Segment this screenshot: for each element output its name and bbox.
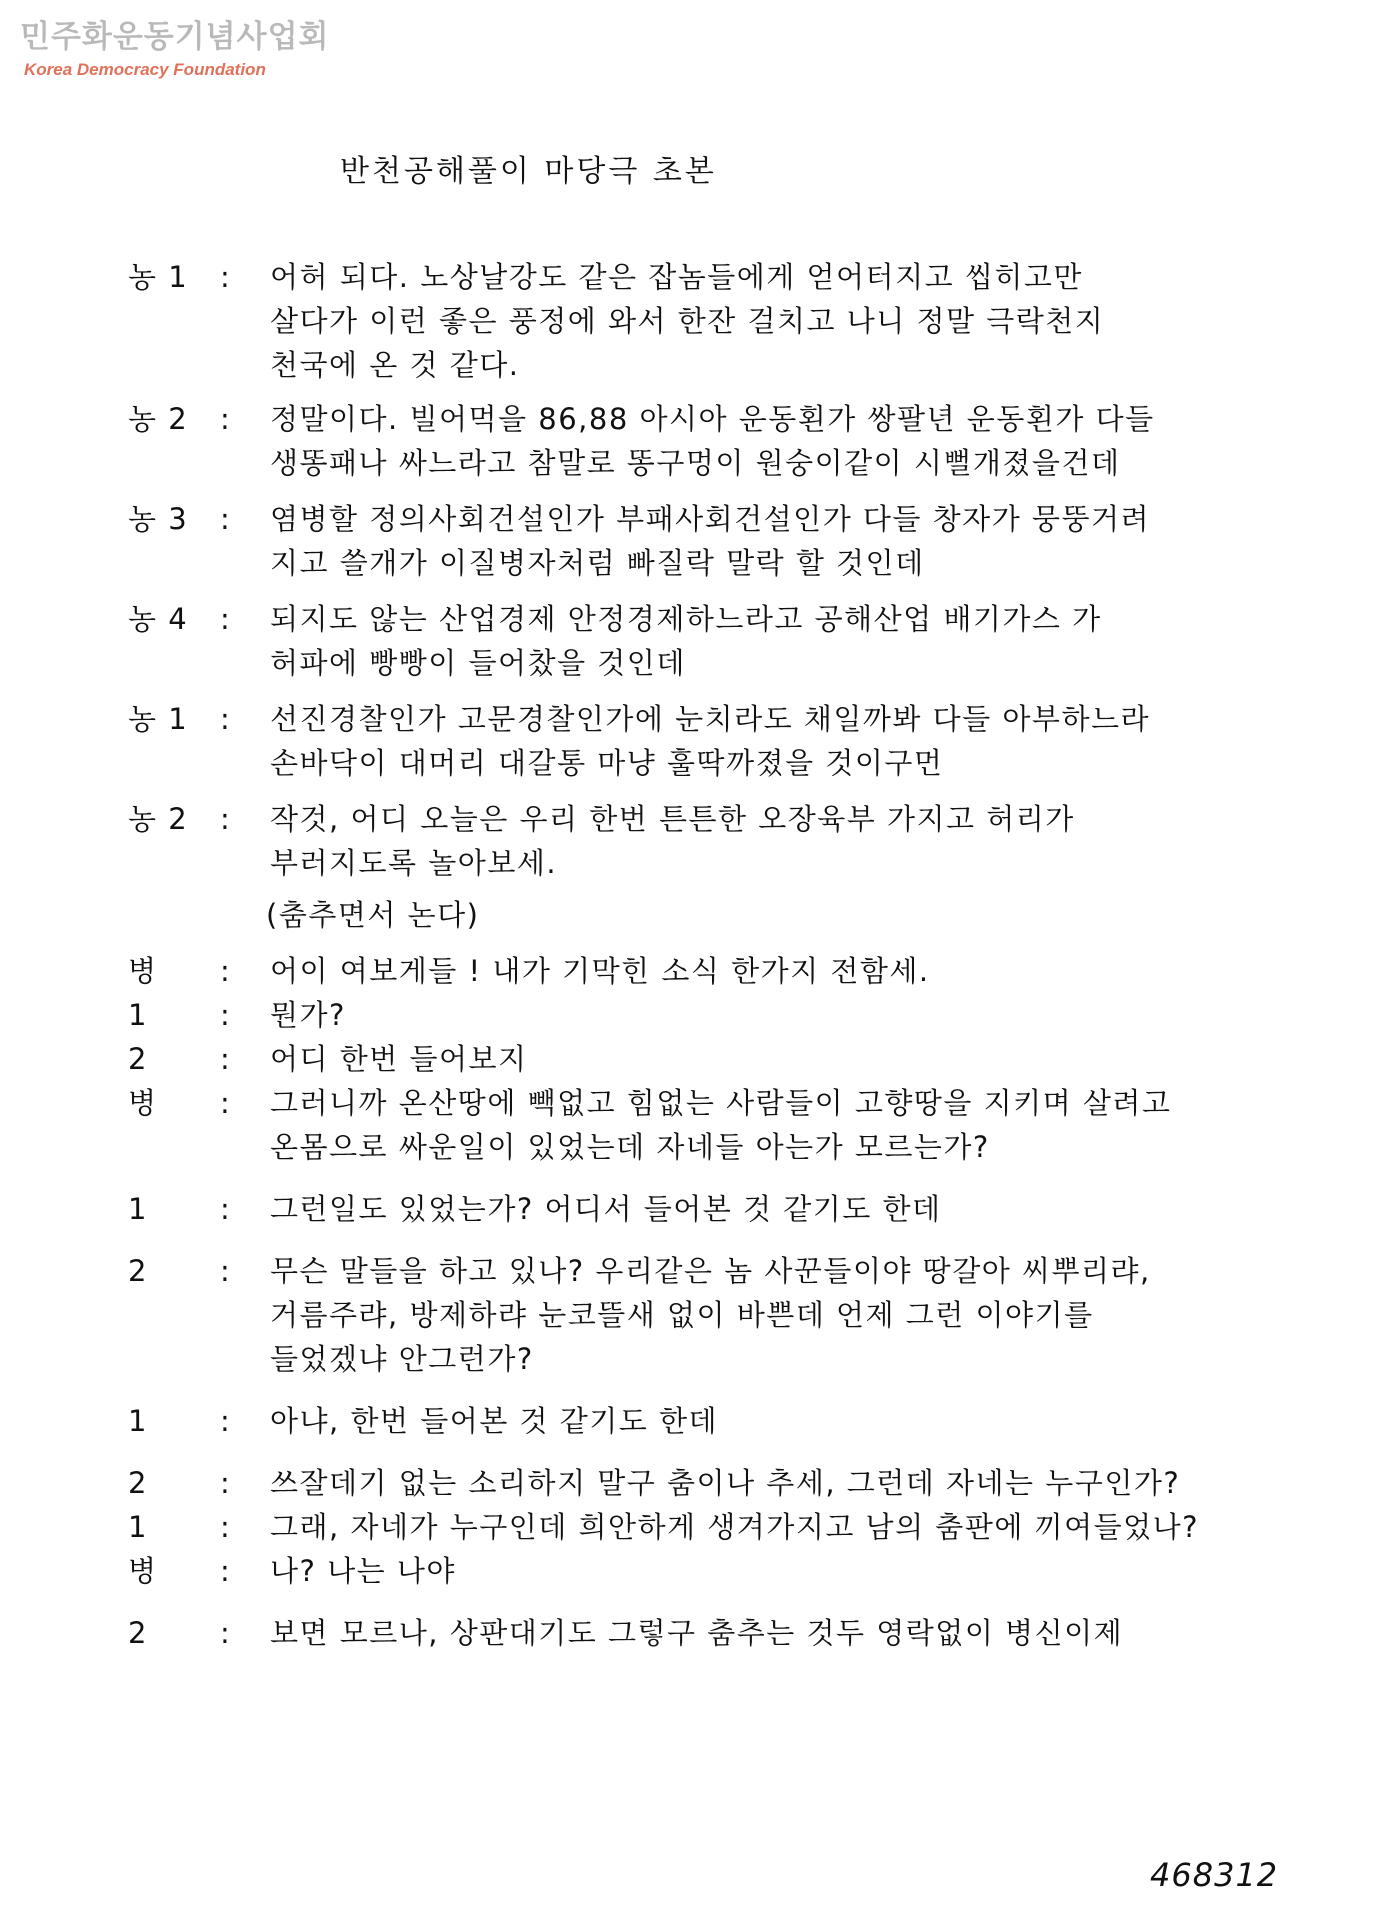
page-number: 468312: [1150, 1856, 1279, 1894]
dialogue-lines: [270, 1249, 1268, 1381]
speaker-label: 1: [128, 1404, 148, 1438]
dialogue-entry: [128, 497, 1268, 585]
dialogue-line: 생똥패나 싸느라고 참말로 똥구멍이 원숭이같이 시뻘개졌을건데: [270, 446, 1121, 480]
dialogue-entry: [128, 1037, 1268, 1081]
dialogue-entry: [128, 697, 1268, 785]
speaker-colon: :: [220, 702, 232, 736]
dialogue-line: 정말이다. 빌어먹을 86,88 아시아 운동횐가 쌍팔년 운동횐가 다들: [270, 402, 1155, 436]
dialogue-line: 천국에 온 것 같다.: [270, 348, 520, 382]
speaker-label: 1: [128, 1192, 148, 1226]
dialogue-lines: [270, 1611, 1268, 1655]
speaker-label: 2: [128, 1254, 148, 1288]
dialogue-lines: [270, 1187, 1268, 1231]
dialogue-lines: [270, 993, 1268, 1037]
speaker-colon: :: [220, 402, 232, 436]
dialogue-line: 나? 나는 나야: [270, 1554, 456, 1588]
dialogue-entry: [128, 949, 1268, 993]
speaker-label: 농 1: [128, 702, 189, 736]
foundation-logo: [20, 18, 329, 80]
dialogue-entry: [128, 993, 1268, 1037]
speaker-colon: :: [220, 802, 232, 836]
speaker-label: 1: [128, 998, 148, 1032]
dialogue-lines: [270, 397, 1268, 485]
dialogue-line: 염병할 정의사회건설인가 부패사회건설인가 다들 창자가 뭉뚱거려: [270, 502, 1150, 536]
dialogue-lines: [270, 255, 1268, 387]
logo-english-text: Korea Democracy Foundation: [24, 60, 266, 79]
speaker-colon: :: [220, 1554, 232, 1588]
dialogue-line: 그래, 자네가 누구인데 희안하게 생겨가지고 남의 춤판에 끼여들었나?: [270, 1510, 1200, 1544]
speaker-colon: :: [220, 1404, 232, 1438]
speaker-label: 농 3: [128, 502, 189, 536]
dialogue-line: 선진경찰인가 고문경찰인가에 눈치라도 채일까봐 다들 아부하느라: [270, 702, 1150, 736]
speaker-colon: :: [220, 954, 232, 988]
dialogue-line: 어디 한번 들어보지: [270, 1042, 528, 1076]
speaker-colon: :: [220, 1042, 232, 1076]
dialogue-lines: [270, 697, 1268, 785]
dialogue-lines: [270, 1037, 1268, 1081]
dialogue-entry: [128, 1249, 1268, 1381]
dialogue-lines: [270, 949, 1268, 993]
dialogue-entry: [128, 1611, 1268, 1655]
speaker-label: 2: [128, 1466, 148, 1500]
dialogue-line: 무슨 말들을 하고 있나? 우리같은 놈 사꾼들이야 땅갈아 씨뿌리랴,: [270, 1254, 1151, 1288]
speaker-label: 농 4: [128, 602, 189, 636]
dialogue-lines: [128, 893, 1268, 937]
dialogue-line: 쓰잘데기 없는 소리하지 말구 춤이나 추세, 그런데 자네는 누구인가?: [270, 1466, 1181, 1500]
dialogue-entry: [128, 597, 1268, 685]
dialogue-line: 온몸으로 싸운일이 있었는데 자네들 아는가 모르는가?: [270, 1130, 990, 1164]
speaker-label: 병: [128, 1554, 158, 1588]
dialogue-line: 어이 여보게들 ! 내가 기막힌 소식 한가지 전함세.: [270, 954, 930, 988]
dialogue-entry: [128, 1081, 1268, 1169]
speaker-colon: :: [220, 1616, 232, 1650]
speaker-colon: :: [220, 1086, 232, 1120]
speaker-colon: :: [220, 1254, 232, 1288]
dialogue-line: 부러지도록 놀아보세.: [270, 846, 558, 880]
dialogue-entry: [128, 1505, 1268, 1549]
dialogue-entry: [128, 1461, 1268, 1505]
dialogue-line: 작것, 어디 오늘은 우리 한번 튼튼한 오장육부 가지고 허리가: [270, 802, 1075, 836]
stage-direction: (춤추면서 논다): [266, 898, 480, 932]
dialogue-lines: [270, 1549, 1268, 1593]
script-body: [128, 255, 1268, 1655]
speaker-label: 농 2: [128, 802, 189, 836]
dialogue-line: 뭔가?: [270, 998, 346, 1032]
speaker-label: 병: [128, 954, 158, 988]
speaker-label: 농 1: [128, 260, 189, 294]
speaker-colon: :: [220, 602, 232, 636]
dialogue-entry: [128, 397, 1268, 485]
speaker-colon: :: [220, 1192, 232, 1226]
dialogue-line: 그러니까 온산땅에 빽없고 힘없는 사람들이 고향땅을 지키며 살려고: [270, 1086, 1172, 1120]
dialogue-lines: [270, 1081, 1268, 1169]
dialogue-lines: [270, 497, 1268, 585]
speaker-colon: :: [220, 1466, 232, 1500]
dialogue-entry: [128, 893, 1268, 937]
dialogue-lines: [270, 797, 1268, 885]
dialogue-lines: [270, 1399, 1268, 1443]
speaker-label: 병: [128, 1086, 158, 1120]
speaker-label: 2: [128, 1042, 148, 1076]
speaker-label: 2: [128, 1616, 148, 1650]
logo-korean-text: 민주화운동기념사업회: [20, 19, 330, 55]
dialogue-entry: [128, 1549, 1268, 1593]
speaker-colon: :: [220, 998, 232, 1032]
dialogue-line: 손바닥이 대머리 대갈통 마냥 훌딱까졌을 것이구먼: [270, 746, 944, 780]
dialogue-entry: [128, 255, 1268, 387]
dialogue-entry: [128, 1399, 1268, 1443]
dialogue-line: 아냐, 한번 들어본 것 같기도 한데: [270, 1404, 718, 1438]
speaker-label: 농 2: [128, 402, 189, 436]
dialogue-line: 살다가 이런 좋은 풍정에 와서 한잔 걸치고 나니 정말 극락천지: [270, 304, 1105, 338]
dialogue-line: 허파에 빵빵이 들어찼을 것인데: [270, 646, 686, 680]
dialogue-line: 들었겠냐 안그런가?: [270, 1342, 534, 1376]
dialogue-line: 그런일도 있었는가? 어디서 들어본 것 같기도 한데: [270, 1192, 942, 1226]
document-title: 반천공해풀이 마당극 초본: [340, 154, 717, 189]
speaker-colon: :: [220, 260, 232, 294]
speaker-colon: :: [220, 1510, 232, 1544]
dialogue-line: 지고 쓸개가 이질병자처럼 빠질락 말락 할 것인데: [270, 546, 925, 580]
dialogue-entry: [128, 1187, 1268, 1231]
dialogue-entry: [128, 797, 1268, 885]
dialogue-lines: [270, 1461, 1268, 1505]
dialogue-line: 되지도 않는 산업경제 안정경제하느라고 공해산업 배기가스 가: [270, 602, 1102, 636]
dialogue-line: 어허 되다. 노상날강도 같은 잡놈들에게 얻어터지고 씹히고만: [270, 260, 1083, 294]
speaker-label: 1: [128, 1510, 148, 1544]
speaker-colon: :: [220, 502, 232, 536]
dialogue-lines: [270, 1505, 1268, 1549]
dialogue-lines: [270, 597, 1268, 685]
dialogue-line: 보면 모르나, 상판대기도 그렇구 춤추는 것두 영락없이 병신이제: [270, 1616, 1124, 1650]
dialogue-line: 거름주랴, 방제하랴 눈코뜰새 없이 바쁜데 언제 그런 이야기를: [270, 1298, 1094, 1332]
